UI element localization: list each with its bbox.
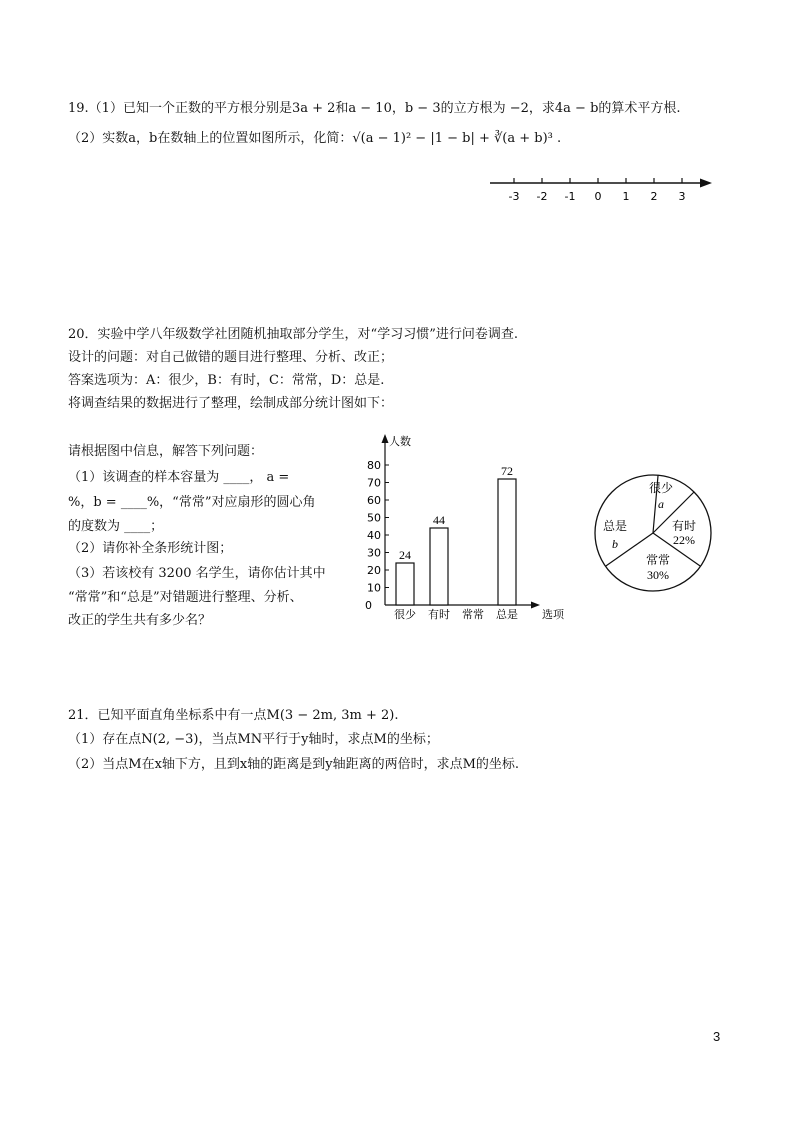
q20-sub3-c: 改正的学生共有多少名？ [68,613,212,628]
q20-line2: 设计的问题：对自己做错的题目进行整理、分析、改正； [68,350,394,365]
q21-line2: （1）存在点N(2, −3)，当点MN平行于y轴时，求点M的坐标； [68,732,439,747]
pie-chart [590,470,716,596]
bar-总是 [498,479,516,605]
pie-label-name: 总是 [602,519,628,533]
y-tick-label: 60 [367,494,381,507]
y-tick-label: 0 [365,599,372,612]
y-tick-label: 20 [367,564,381,577]
number-line [480,170,720,210]
number-line-tick-label: -2 [536,190,548,203]
bar-很少 [396,563,414,605]
y-tick-label: 70 [367,476,381,490]
page-number: 3 [713,1029,721,1044]
pie-label-value: 22% [673,533,695,547]
q19-line2-text: （2）实数a，b在数轴上的位置如图所示，化简： [68,131,353,146]
q20-sub3-b: “常常”和“总是”对错题进行整理、分析、 [68,590,303,605]
q20-sub1-a: （1）该调查的样本容量为 ____， a = [68,470,290,485]
q19-line2 [68,130,561,148]
number-line-tick-label: 0 [594,190,602,203]
pie-label-name: 有时 [671,519,697,533]
x-tick-label: 有时 [428,608,450,621]
q20-prompt: 请根据图中信息，解答下列问题： [68,444,264,459]
bar-data-label: 72 [501,464,513,478]
pie-label-value: b [612,537,618,551]
y-axis-arrow [382,434,389,443]
q19-formula: √(a − 1)² − |1 − b| + ∛(a + b)³ . [352,131,562,146]
y-tick-label: 40 [367,529,381,542]
q20-line3: 答案选项为：A：很少，B：有时，C：常常，D：总是. [68,373,385,388]
x-tick-label: 常常 [462,608,484,621]
bar-chart [345,432,580,628]
bar-有时 [430,528,448,605]
number-line-tick-label: -1 [564,190,576,203]
q20-line4: 将调查结果的数据进行了整理，绘制成部分统计图如下： [68,396,394,411]
number-line-tick-label: 1 [622,190,630,203]
y-axis-label: 人数 [389,435,411,448]
number-line-tick-label: 3 [678,190,686,203]
x-tick-label: 总是 [496,608,518,621]
q19-line1: 19.（1）已知一个正数的平方根分别是3a + 2和a − 10，b − 3的立方根为 −2，求4a − b的算术平方根. [68,101,681,116]
q20-sub3-a: （3）若该校有 3200 名学生，请你估计其中 [68,566,326,581]
y-tick-label: 50 [367,511,381,525]
q21-line3: （2）当点M在x轴下方，且到x轴的距离是到y轴距离的两倍时，求点M的坐标. [68,757,520,772]
x-axis-arrow [531,602,540,609]
y-tick-label: 80 [367,459,381,472]
q21-line1: 21．已知平面直角坐标系中有一点M(3 − 2m, 3m + 2). [68,708,399,723]
bar-data-label: 24 [399,548,411,562]
x-tick-label: 很少 [394,608,416,621]
q20-sub2: （2）请你补全条形统计图； [68,541,233,556]
y-tick-label: 30 [367,546,381,560]
q20-line1: 20．实验中学八年级数学社团随机抽取部分学生，对“学习习惯”进行问卷调查. [68,327,518,342]
pie-label-value: 30% [647,568,669,582]
x-axis-label: 选项 [542,608,564,621]
pie-label-value: a [658,497,664,511]
pie-label-name: 很少 [648,481,674,495]
bar-data-label: 44 [433,513,445,527]
y-tick-label: 10 [367,581,381,595]
q20-sub1-c: 的度数为 ____； [68,519,164,534]
pie-label-name: 常常 [645,553,671,567]
number-line-tick-label: 2 [650,190,658,203]
q20-sub1-b: %，b = ____%，“常常”对应扇形的圆心角 [68,495,316,510]
number-line-tick-label: -3 [508,190,520,203]
